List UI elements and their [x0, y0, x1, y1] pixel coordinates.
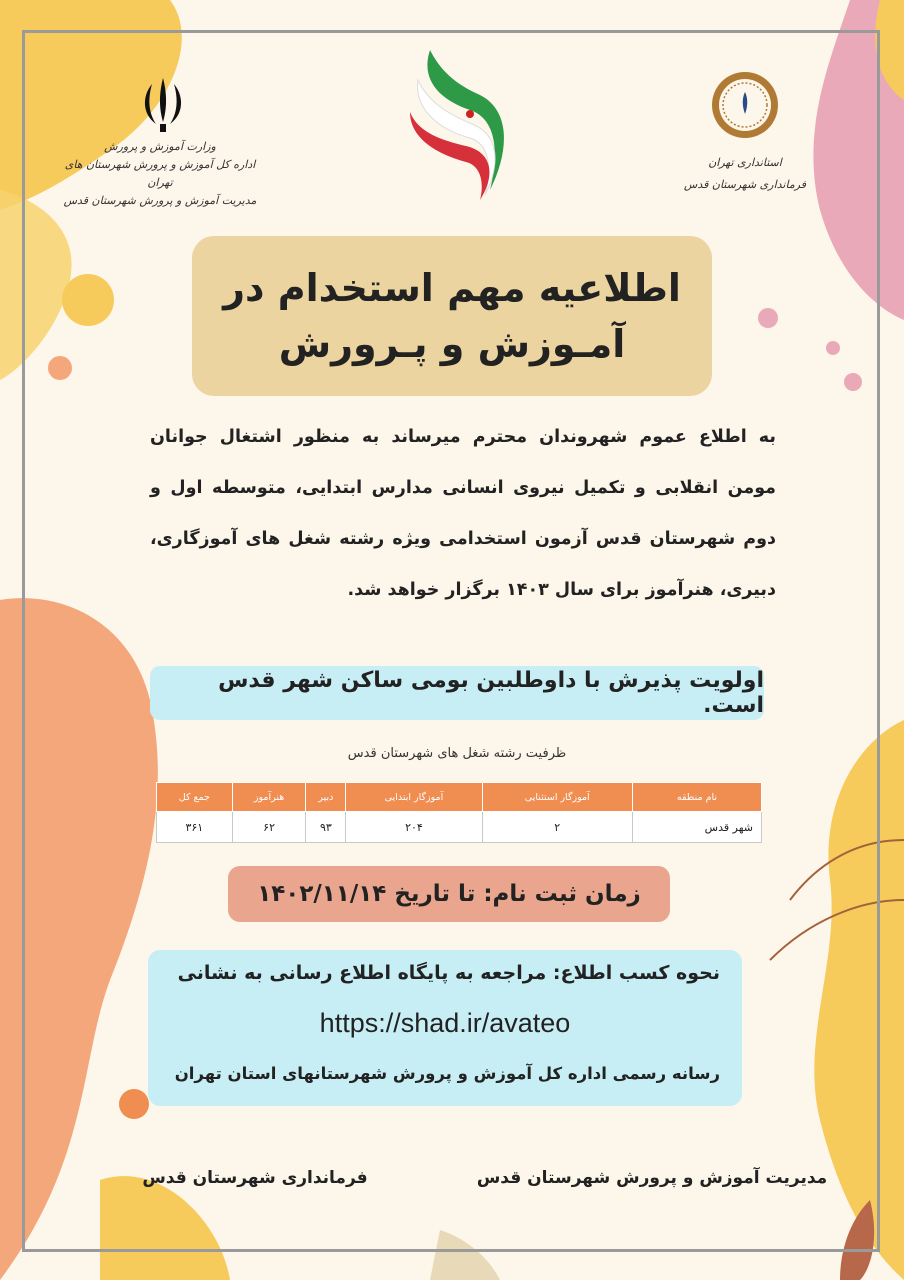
- dot: [119, 1089, 149, 1119]
- leaf-shape: [430, 1230, 500, 1280]
- table-header-row: [157, 783, 762, 812]
- column-header: نام منطقه: [632, 783, 761, 812]
- dot: [62, 274, 114, 326]
- flag-ribbon-logo: [400, 40, 520, 200]
- signature-education: مدیریت آموزش و پرورش شهرستان قدس: [476, 1168, 828, 1188]
- table-caption: ظرفیت رشته شغل های شهرستان قدس: [347, 746, 567, 761]
- dot: [48, 356, 72, 380]
- table-cell: شهر قدس: [632, 812, 761, 843]
- priority-banner: اولویت پذیرش با داوطلبین بومی ساکن شهر قدس است.: [150, 666, 764, 720]
- title-box: [192, 236, 712, 396]
- dot: [826, 341, 840, 355]
- dot: [758, 308, 778, 328]
- table-cell: ۶۲: [232, 812, 306, 843]
- table-cell: ۲۰۴: [346, 812, 482, 843]
- yellow-blob-left: [0, 190, 72, 380]
- governorate-line: استانداری تهران: [708, 156, 782, 169]
- governorate-header: [680, 152, 810, 196]
- governorate-seal-icon: [710, 70, 780, 140]
- info-box: [148, 950, 742, 1106]
- table-cell: ۲: [482, 812, 632, 843]
- announcement-paragraph: به اطلاع عموم شهروندان محترم میرساند به منظور اشتغال جوانان مومن انقلابی و تکمیل نیروی انسانی مدارس ابتدایی، متوسطه اول و دوم شهرستان قدس آزمون استخدامی ویژه رشته شغل های آموزگاری، دبیری، هنرآموز برای سال ۱۴۰۳ برگزار خواهد شد.: [150, 427, 776, 600]
- title-line-2: آمـوزش و پـرورش: [278, 322, 626, 366]
- ministry-header: [60, 138, 260, 210]
- dot: [844, 373, 862, 391]
- table-cell: ۹۳: [306, 812, 346, 843]
- ministry-line: اداره کل آموزش و پرورش شهرستان های تهران: [64, 158, 256, 189]
- governorate-line: فرمانداری شهرستان قدس: [683, 178, 807, 191]
- registration-deadline: زمان ثبت نام: تا تاریخ ۱۴۰۲/۱۱/۱۴: [228, 866, 670, 922]
- column-header: جمع کل: [157, 783, 233, 812]
- yellow-blob-bottom-left: [100, 1176, 230, 1280]
- column-header: آموزگار استثنایی: [482, 783, 632, 812]
- ministry-line: مدیریت آموزش و پرورش شهرستان قدس: [63, 194, 257, 207]
- info-source: رسانه رسمی اداره کل آموزش و پرورش شهرستانهای استان تهران: [174, 1064, 720, 1083]
- column-header: هنرآموز: [232, 783, 306, 812]
- column-header: آموزگار ابتدایی: [346, 783, 482, 812]
- column-header: دبیر: [306, 783, 346, 812]
- info-instruction: نحوه کسب اطلاع: مراجعه به پایگاه اطلاع رسانی به نشانی: [177, 962, 720, 984]
- info-url-link[interactable]: https://shad.ir/avateo: [319, 1008, 571, 1038]
- title-line-1: اطلاعیه مهم استخدام در: [223, 266, 681, 310]
- iran-emblem-icon: [130, 70, 196, 136]
- table-cell: ۳۶۱: [157, 812, 233, 843]
- yellow-blob-bottom-right: [814, 720, 904, 1280]
- table-row: [157, 812, 762, 843]
- capacity-table: [156, 782, 762, 843]
- ministry-line: وزارت آموزش و پرورش: [104, 140, 216, 153]
- signature-governorate: فرمانداری شهرستان قدس: [142, 1168, 368, 1188]
